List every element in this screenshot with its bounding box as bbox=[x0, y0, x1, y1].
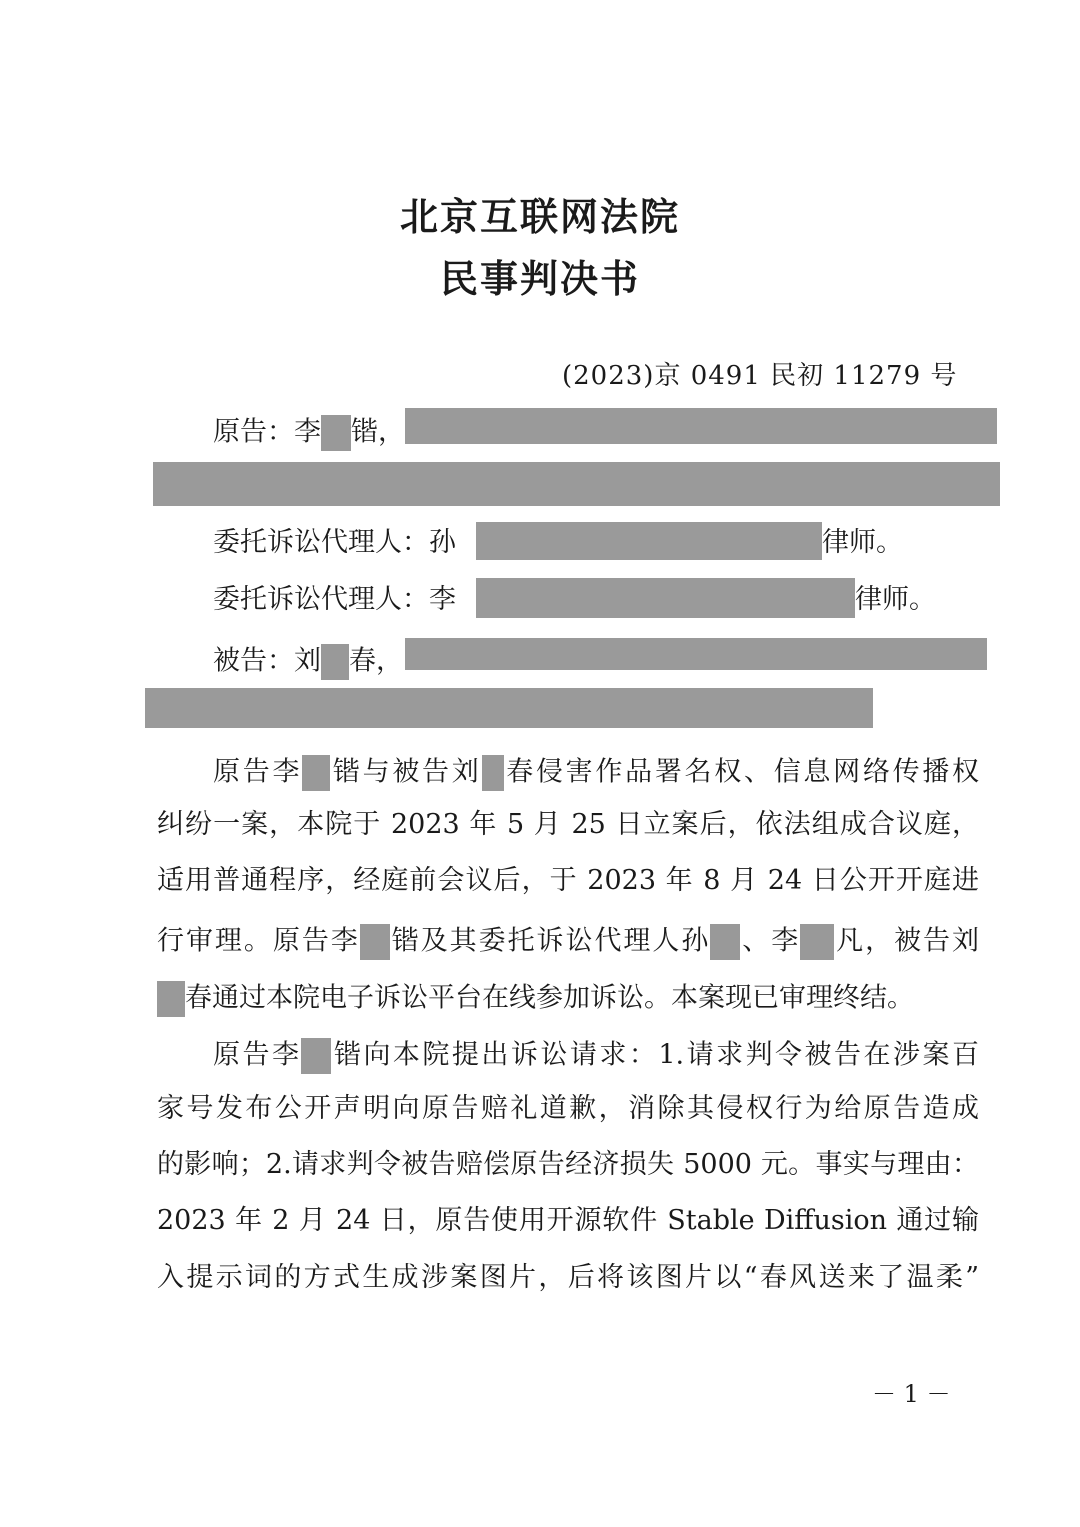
paragraph-1-line-4 bbox=[157, 924, 979, 960]
plaintiff-label: 原告：李 bbox=[213, 416, 321, 448]
defendant-line bbox=[213, 644, 403, 680]
redaction-block bbox=[301, 1038, 331, 1074]
redaction-bar bbox=[405, 408, 997, 444]
redaction-block bbox=[800, 924, 834, 960]
agent1-suffix: 律师。 bbox=[822, 527, 903, 558]
paragraph-2-line-2: 家号发布公开声明向原告赔礼道歉，消除其侵权行为给原告造成 bbox=[157, 1093, 979, 1124]
redaction-block bbox=[482, 755, 504, 791]
redaction-block bbox=[321, 415, 351, 451]
text-span: 锴及其委托诉讼代理人孙 bbox=[389, 925, 711, 957]
text-span: 行审理。原告李 bbox=[157, 925, 360, 957]
redaction-block bbox=[321, 644, 349, 680]
page-number: － 1 － bbox=[872, 1380, 951, 1408]
redaction-block bbox=[710, 924, 740, 960]
text-span: 春通过本院电子诉讼平台在线参加诉讼。本案现已审理终结。 bbox=[185, 982, 914, 1014]
redaction-block bbox=[302, 755, 330, 791]
paragraph-2-line-4: 2023 年 2 月 24 日，原告使用开源软件 Stable Diffusion 通过输 bbox=[157, 1205, 979, 1236]
paragraph-1-line-3: 适用普通程序，经庭前会议后，于 2023 年 8 月 24 日公开开庭进 bbox=[157, 865, 979, 896]
paragraph-2-line-5: 入提示词的方式生成涉案图片，后将该图片以“春风送来了温柔” bbox=[157, 1262, 979, 1293]
agent-line-2 bbox=[213, 586, 456, 613]
text-span: 凡，被告刘 bbox=[834, 925, 980, 957]
agent-line-1 bbox=[213, 529, 456, 556]
court-name: 北京互联网法院 bbox=[399, 194, 680, 239]
case-number: (2023)京 0491 民初 11279 号 bbox=[562, 361, 958, 391]
redaction-bar bbox=[476, 578, 855, 618]
paragraph-1-line-1 bbox=[213, 755, 979, 791]
redaction-bar bbox=[476, 522, 822, 560]
redaction-bar bbox=[153, 462, 1000, 506]
paragraph-2-line-1 bbox=[213, 1038, 979, 1074]
agent2-suffix: 律师。 bbox=[855, 584, 936, 615]
redaction-bar bbox=[405, 638, 987, 670]
defendant-name-end: 春， bbox=[349, 645, 403, 677]
redaction-bar bbox=[145, 688, 873, 728]
agent1-label: 委托诉讼代理人：孙 bbox=[213, 527, 456, 558]
text-span: 、李 bbox=[740, 925, 801, 957]
text-span: 锴与被告刘 bbox=[330, 756, 482, 788]
plaintiff-name-end: 锴， bbox=[351, 416, 405, 448]
paragraph-1-line-5 bbox=[157, 981, 979, 1017]
text-span: 锴向本院提出诉讼请求：1.请求判令被告在涉案百 bbox=[331, 1039, 979, 1071]
agent2-label: 委托诉讼代理人：李 bbox=[213, 584, 456, 615]
text-span: 春侵害作品署名权、信息网络传播权 bbox=[503, 756, 980, 788]
redaction-block bbox=[157, 981, 185, 1017]
plaintiff-line bbox=[213, 415, 405, 451]
paragraph-1-line-2: 纠纷一案，本院于 2023 年 5 月 25 日立案后，依法组成合议庭， bbox=[157, 809, 979, 840]
paragraph-2-line-3: 的影响；2.请求判令被告赔偿原告经济损失 5000 元。事实与理由： bbox=[157, 1149, 979, 1180]
redaction-block bbox=[360, 924, 390, 960]
document-type: 民事判决书 bbox=[439, 256, 640, 301]
text-span: 原告李 bbox=[213, 1039, 302, 1071]
text-span: 原告李 bbox=[213, 756, 303, 788]
defendant-label: 被告：刘 bbox=[213, 645, 321, 677]
